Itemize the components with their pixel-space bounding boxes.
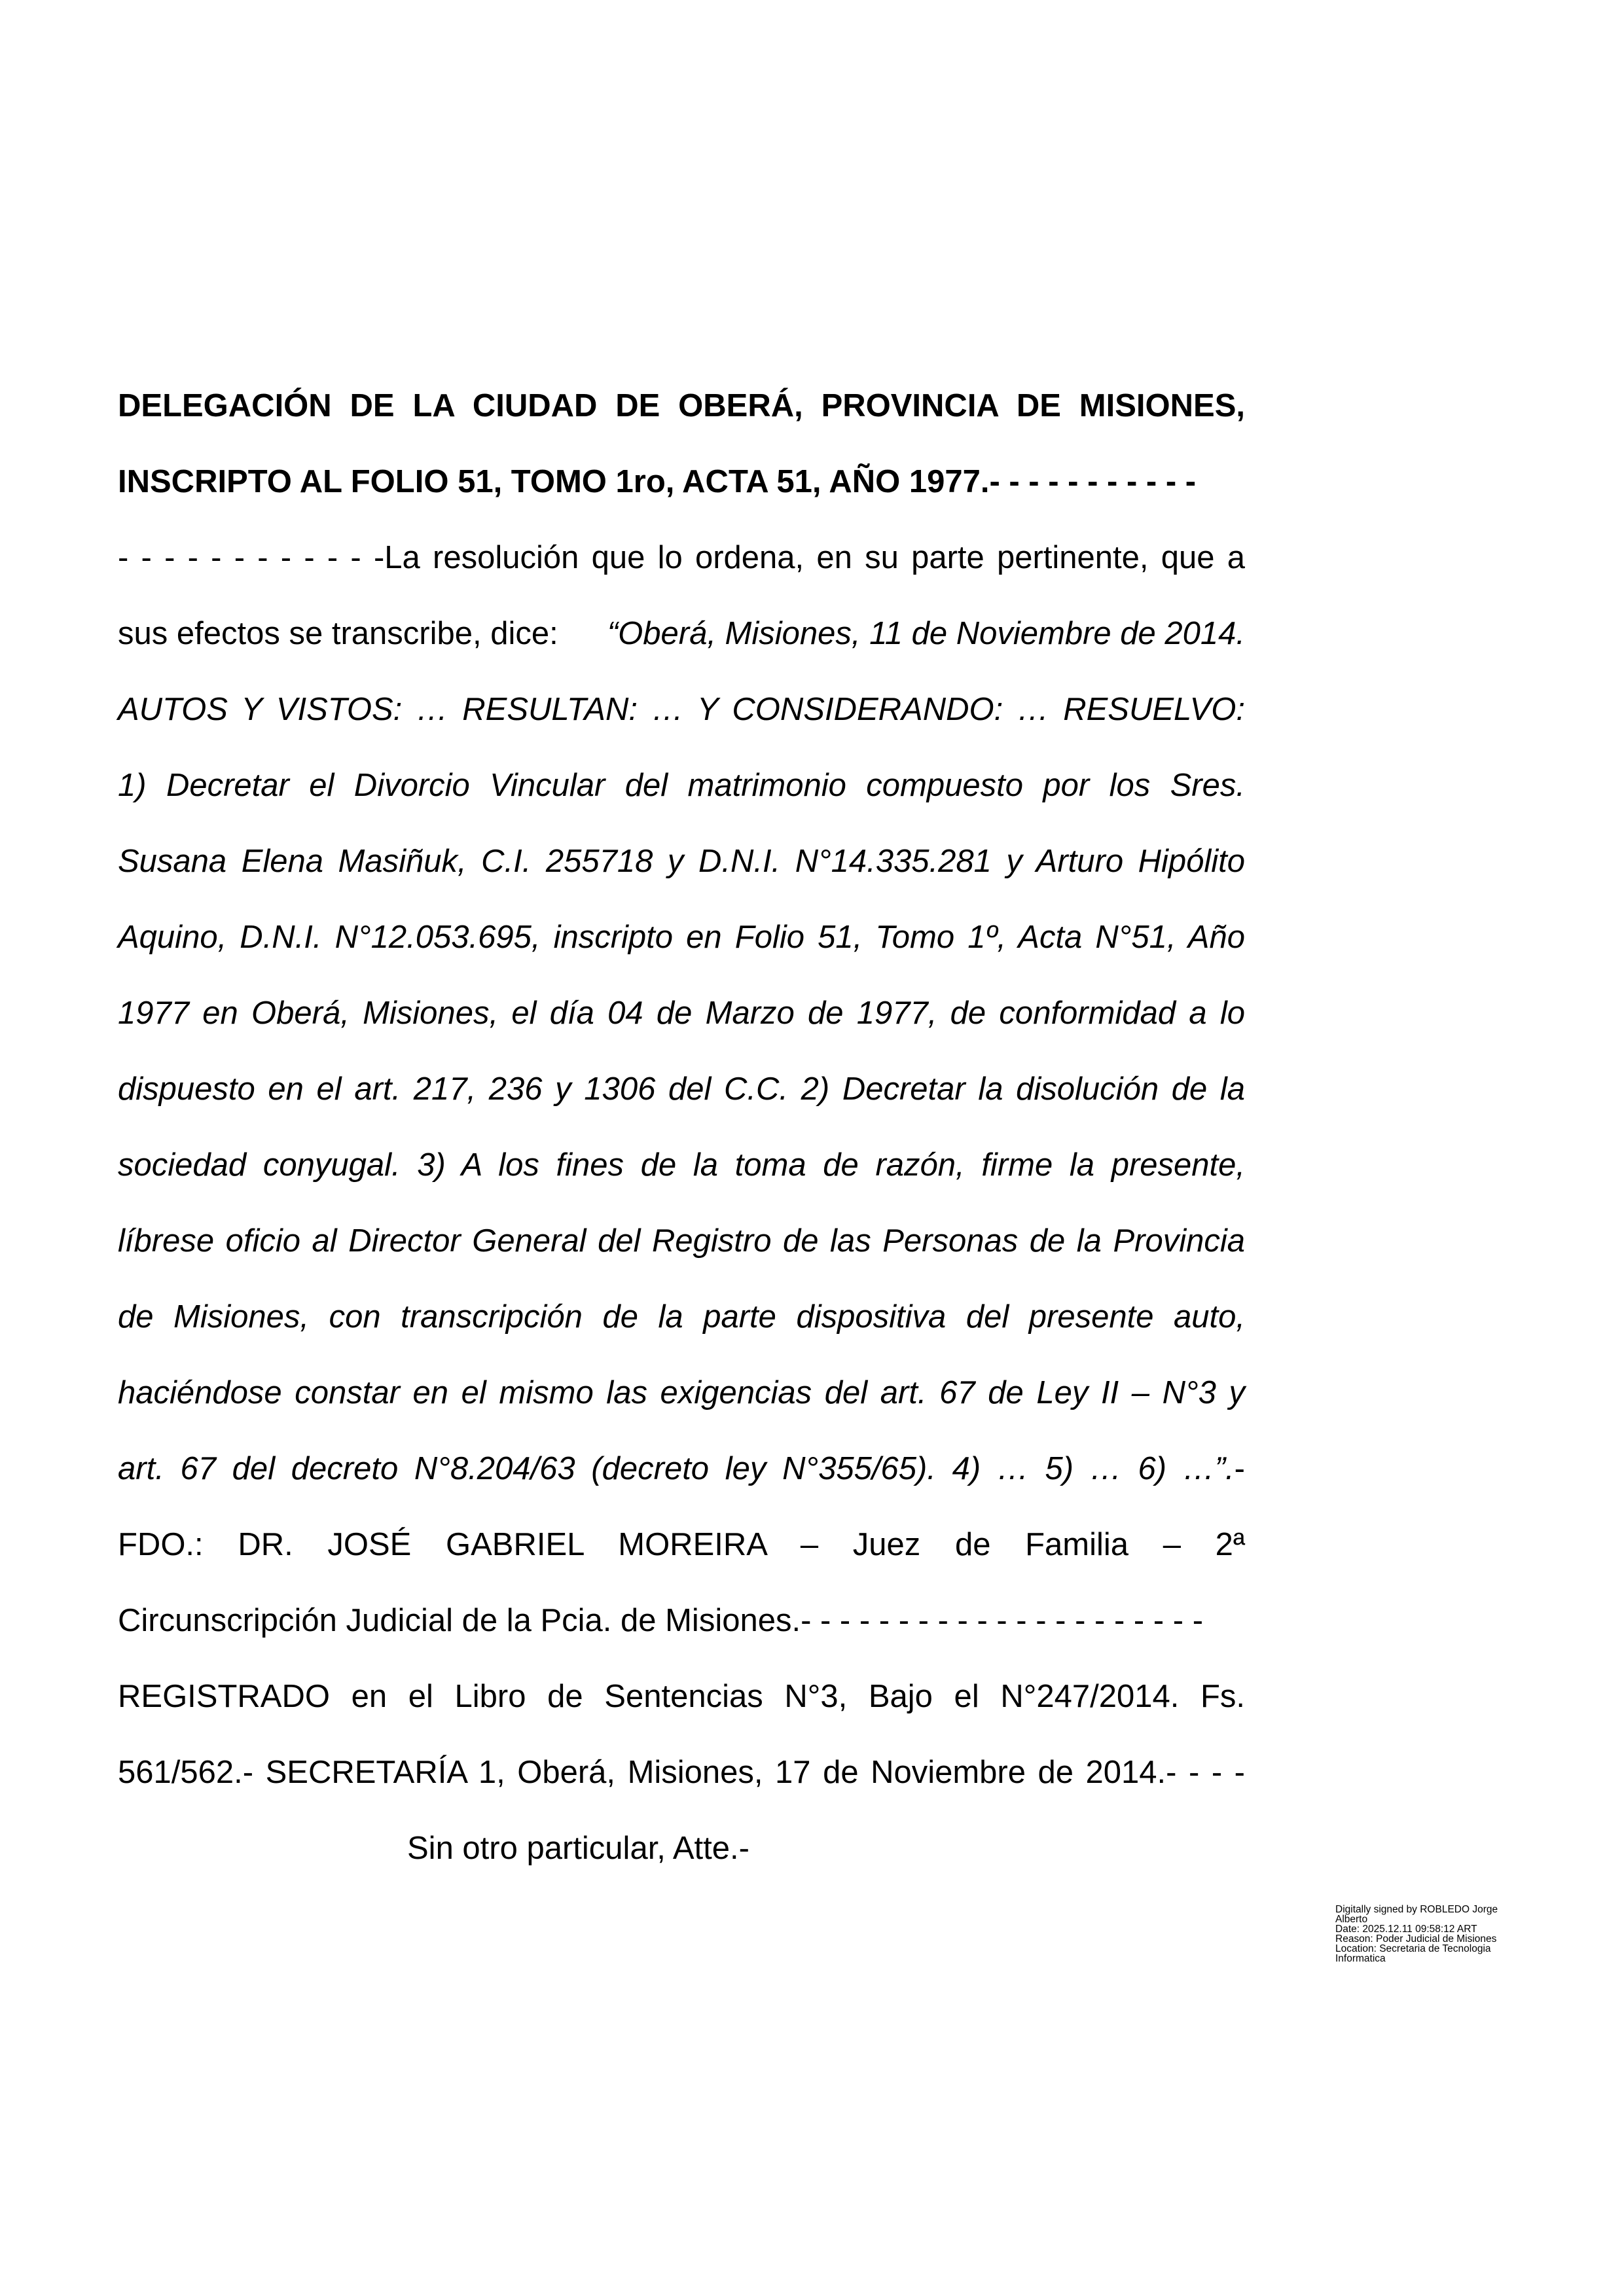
text-line-15-regular: - [1234, 1451, 1245, 1486]
signature-location-cont: Informatica [1335, 1953, 1386, 1964]
text-line-17: Circunscripción Judicial de la Pcia. de Misiones.- - - - - - - - - - - - - - - - - - - - - [118, 1603, 1204, 1638]
text-line-12: líbrese oficio al Director General del Registro de las Personas de la Provincia [118, 1223, 1245, 1259]
signature-reason: Reason: Poder Judicial de Misiones [1335, 1933, 1497, 1945]
text-line-4 [118, 614, 1245, 653]
signature-signer: Digitally signed by ROBLEDO Jorge [1335, 1904, 1498, 1915]
text-line-4-regular: sus efectos se transcribe, dice: [118, 616, 558, 651]
text-line-19: 561/562.- SECRETARÍA 1, Oberá, Misiones, 17 de Noviembre de 2014.- - - - [118, 1755, 1245, 1790]
text-line-7: Susana Elena Masiñuk, C.I. 255718 y D.N.I. N°14.335.281 y Arturo Hipólito [118, 844, 1245, 879]
text-line-15 [118, 1449, 1245, 1488]
text-line-18: REGISTRADO en el Libro de Sentencias N°3, Bajo el N°247/2014. Fs. [118, 1679, 1245, 1714]
text-line-11: sociedad conyugal. 3) A los fines de la toma de razón, firme la presente, [118, 1147, 1245, 1183]
text-line-10: dispuesto en el art. 217, 236 y 1306 del C.C. 2) Decretar la disolución de la [118, 1071, 1245, 1107]
text-line-13: de Misiones, con transcripción de la parte dispositiva del presente auto, [118, 1299, 1245, 1335]
text-line-16: FDO.: DR. JOSÉ GABRIEL MOREIRA – Juez de Familia – 2ª [118, 1527, 1245, 1562]
text-line-9: 1977 en Oberá, Misiones, el día 04 de Marzo de 1977, de conformidad a lo [118, 996, 1245, 1031]
text-line-15-italic: art. 67 del decreto N°8.204/63 (decreto ley N°355/65). 4) … 5) … 6) …”. [118, 1451, 1235, 1486]
text-line-14: haciéndose constar en el mismo las exigencias del art. 67 de Ley II – N°3 y [118, 1375, 1245, 1410]
text-line-4-italic: “Oberá, Misiones, 11 de Noviembre de 2014. [607, 616, 1245, 651]
text-line-3: - - - - - - - - - - - -La resolución que lo ordena, en su parte pertinente, que a [118, 540, 1245, 575]
text-line-2: INSCRIPTO AL FOLIO 51, TOMO 1ro, ACTA 51, AÑO 1977.- - - - - - - - - - - [118, 464, 1197, 499]
digital-signature-block [1335, 1905, 1532, 1964]
signature-signer-cont: Alberto [1335, 1914, 1368, 1925]
text-line-6: 1) Decretar el Divorcio Vincular del matrimonio compuesto por los Sres. [118, 768, 1245, 803]
text-line-5: AUTOS Y VISTOS: … RESULTAN: … Y CONSIDERANDO: … RESUELVO: [118, 692, 1245, 727]
signature-date: Date: 2025.12.11 09:58:12 ART [1335, 1924, 1477, 1935]
signature-location: Location: Secretaria de Tecnologia [1335, 1943, 1491, 1954]
text-line-1: DELEGACIÓN DE LA CIUDAD DE OBERÁ, PROVINCIA DE MISIONES, [118, 388, 1245, 423]
closing-line: Sin otro particular, Atte.- [407, 1831, 749, 1866]
text-line-8: Aquino, D.N.I. N°12.053.695, inscripto en Folio 51, Tomo 1º, Acta N°51, Año [118, 920, 1245, 955]
